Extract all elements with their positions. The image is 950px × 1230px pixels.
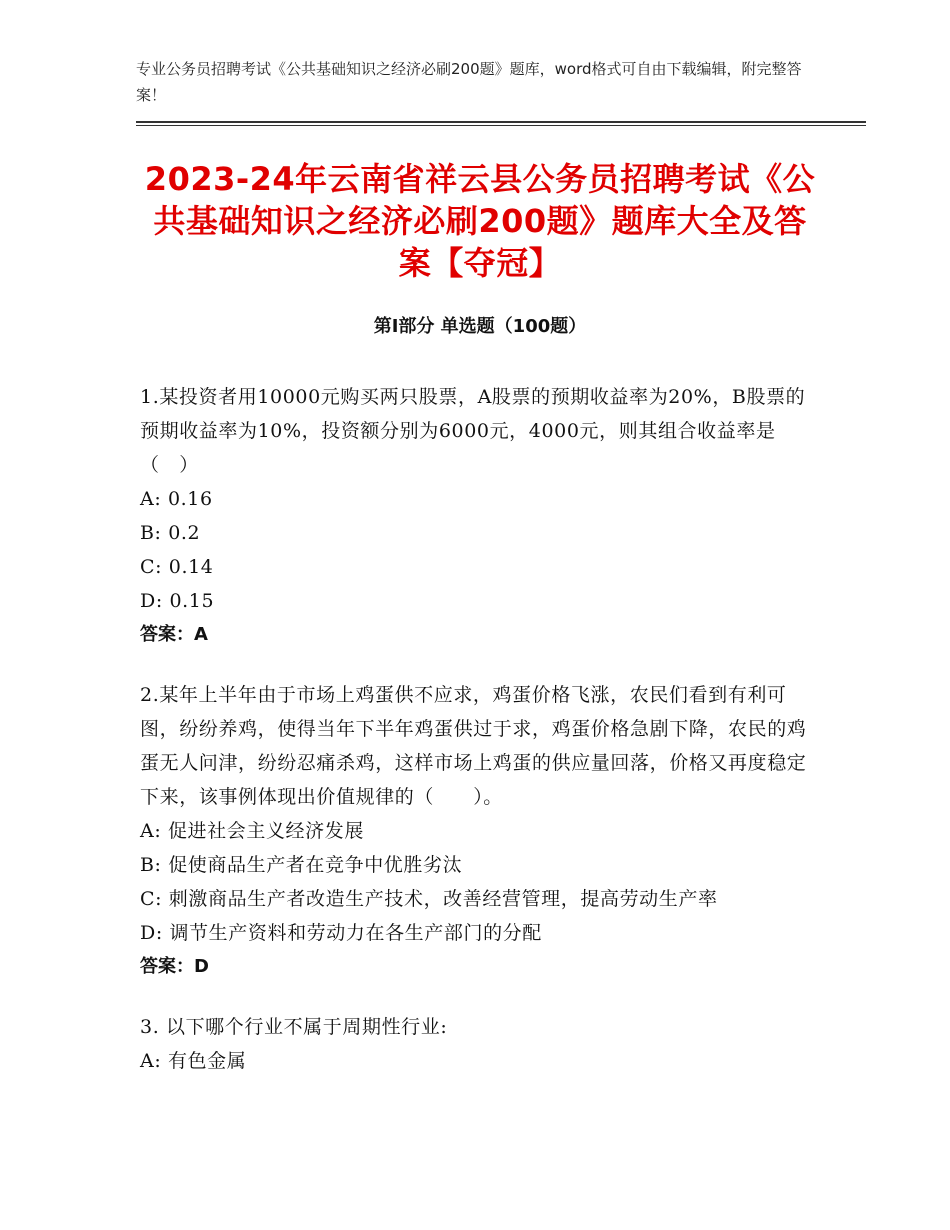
- option-b: B: 促使商品生产者在竞争中优胜劣汰: [140, 854, 463, 876]
- header-divider-thick: [136, 121, 866, 123]
- option-a: A: 0.16: [140, 488, 213, 510]
- section-heading: 第Ⅰ部分 单选题（100题）: [373, 316, 587, 337]
- option-b: B: 0.2: [140, 522, 201, 544]
- option-c: C: 0.14: [140, 556, 214, 578]
- question-2: [140, 678, 820, 984]
- option-a: A: 有色金属: [140, 1050, 247, 1072]
- question-stem: 1.某投资者用10000元购买两只股票，A股票的预期收益率为20%，B股票的预期收益率为10%，投资额分别为6000元，4000元，则其组合收益率是（ ）: [140, 386, 806, 476]
- question-1: [140, 380, 820, 652]
- document-title: 2023-24年云南省祥云县公务员招聘考试《公共基础知识之经济必刷200题》题库大全及答案【夺冠】: [144, 160, 816, 282]
- option-d: D: 0.15: [140, 590, 215, 612]
- answer: 答案：D: [140, 956, 209, 977]
- question-stem: 2.某年上半年由于市场上鸡蛋供不应求，鸡蛋价格飞涨，农民们看到有利可图，纷纷养鸡，使得当年下半年鸡蛋供过于求，鸡蛋价格急剧下降，农民的鸡蛋无人问津，纷纷忍痛杀鸡，这样市场上鸡蛋的供应量回落，价格又再度稳定下来，该事例体现出价值规律的（ ）。: [140, 684, 807, 808]
- answer: 答案：A: [140, 624, 208, 645]
- option-c: C: 刺激商品生产者改造生产技术，改善经营管理，提高劳动生产率: [140, 888, 718, 910]
- question-stem: 3. 以下哪个行业不属于周期性行业:: [140, 1016, 448, 1038]
- header-divider-thin: [136, 125, 866, 126]
- option-a: A: 促进社会主义经济发展: [140, 820, 364, 842]
- header-note: 专业公务员招聘考试《公共基础知识之经济必刷200题》题库，word格式可自由下载编辑，附完整答案！: [136, 60, 802, 104]
- option-d: D: 调节生产资料和劳动力在各生产部门的分配: [140, 922, 542, 944]
- question-3: [140, 1010, 820, 1078]
- question-list: [140, 380, 820, 1104]
